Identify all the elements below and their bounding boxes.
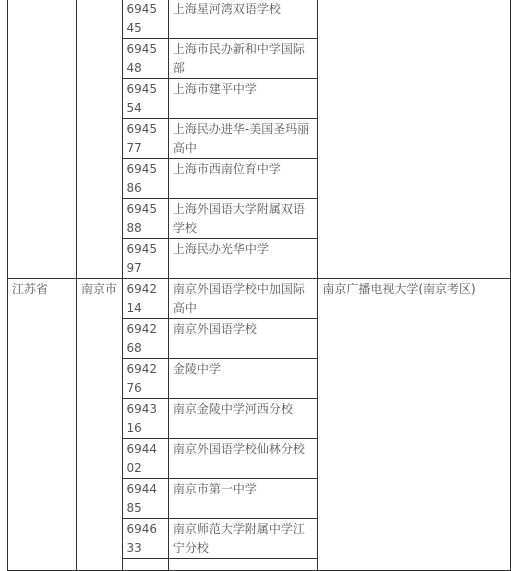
exam-site-code: 694545: [122, 0, 168, 39]
exam-site-code: 694316: [122, 399, 168, 439]
school-name: 上海民办进华-美国圣玛丽高中: [168, 119, 317, 159]
exam-site-code: 694554: [122, 79, 168, 119]
exam-site-code: 694214: [122, 279, 168, 319]
school-name: 南京师范大学附属中学江宁分校: [168, 519, 317, 559]
school-name: 上海市西南位育中学: [168, 159, 317, 199]
city-cell: 南京市: [77, 279, 123, 571]
city-cell: [77, 0, 123, 279]
school-name: [168, 559, 317, 571]
exam-site-code: 694485: [122, 479, 168, 519]
table-row: [8, 0, 511, 39]
jiangsu-section: [8, 279, 511, 571]
exam-center-table: [7, 0, 511, 571]
shanghai-section: [8, 0, 511, 279]
school-name: 南京外国语学校: [168, 319, 317, 359]
exam-site-code: 694586: [122, 159, 168, 199]
exam-site-code: 694588: [122, 199, 168, 239]
exam-site-code: 694276: [122, 359, 168, 399]
school-name: 南京市第一中学: [168, 479, 317, 519]
province-cell: [8, 0, 77, 279]
school-name: 上海市民办新和中学国际部: [168, 39, 317, 79]
exam-site-code: 694548: [122, 39, 168, 79]
exam-site-code: 694633: [122, 519, 168, 559]
school-name: 南京外国语学校仙林分校: [168, 439, 317, 479]
exam-site-code: 694402: [122, 439, 168, 479]
test-center-cell: [318, 0, 511, 279]
school-name: 上海外国语大学附属双语学校: [168, 199, 317, 239]
test-center-cell: 南京广播电视大学(南京考区): [318, 279, 511, 571]
exam-site-code: 694597: [122, 239, 168, 279]
exam-site-code: [122, 559, 168, 571]
province-cell: 江苏省: [8, 279, 77, 571]
table-row: [8, 279, 511, 319]
exam-site-code: 694268: [122, 319, 168, 359]
school-name: 上海星河湾双语学校: [168, 0, 317, 39]
school-name: 上海民办光华中学: [168, 239, 317, 279]
school-name: 上海市建平中学: [168, 79, 317, 119]
school-name: 金陵中学: [168, 359, 317, 399]
exam-site-code: 694577: [122, 119, 168, 159]
school-name: 南京金陵中学河西分校: [168, 399, 317, 439]
school-name: 南京外国语学校中加国际高中: [168, 279, 317, 319]
